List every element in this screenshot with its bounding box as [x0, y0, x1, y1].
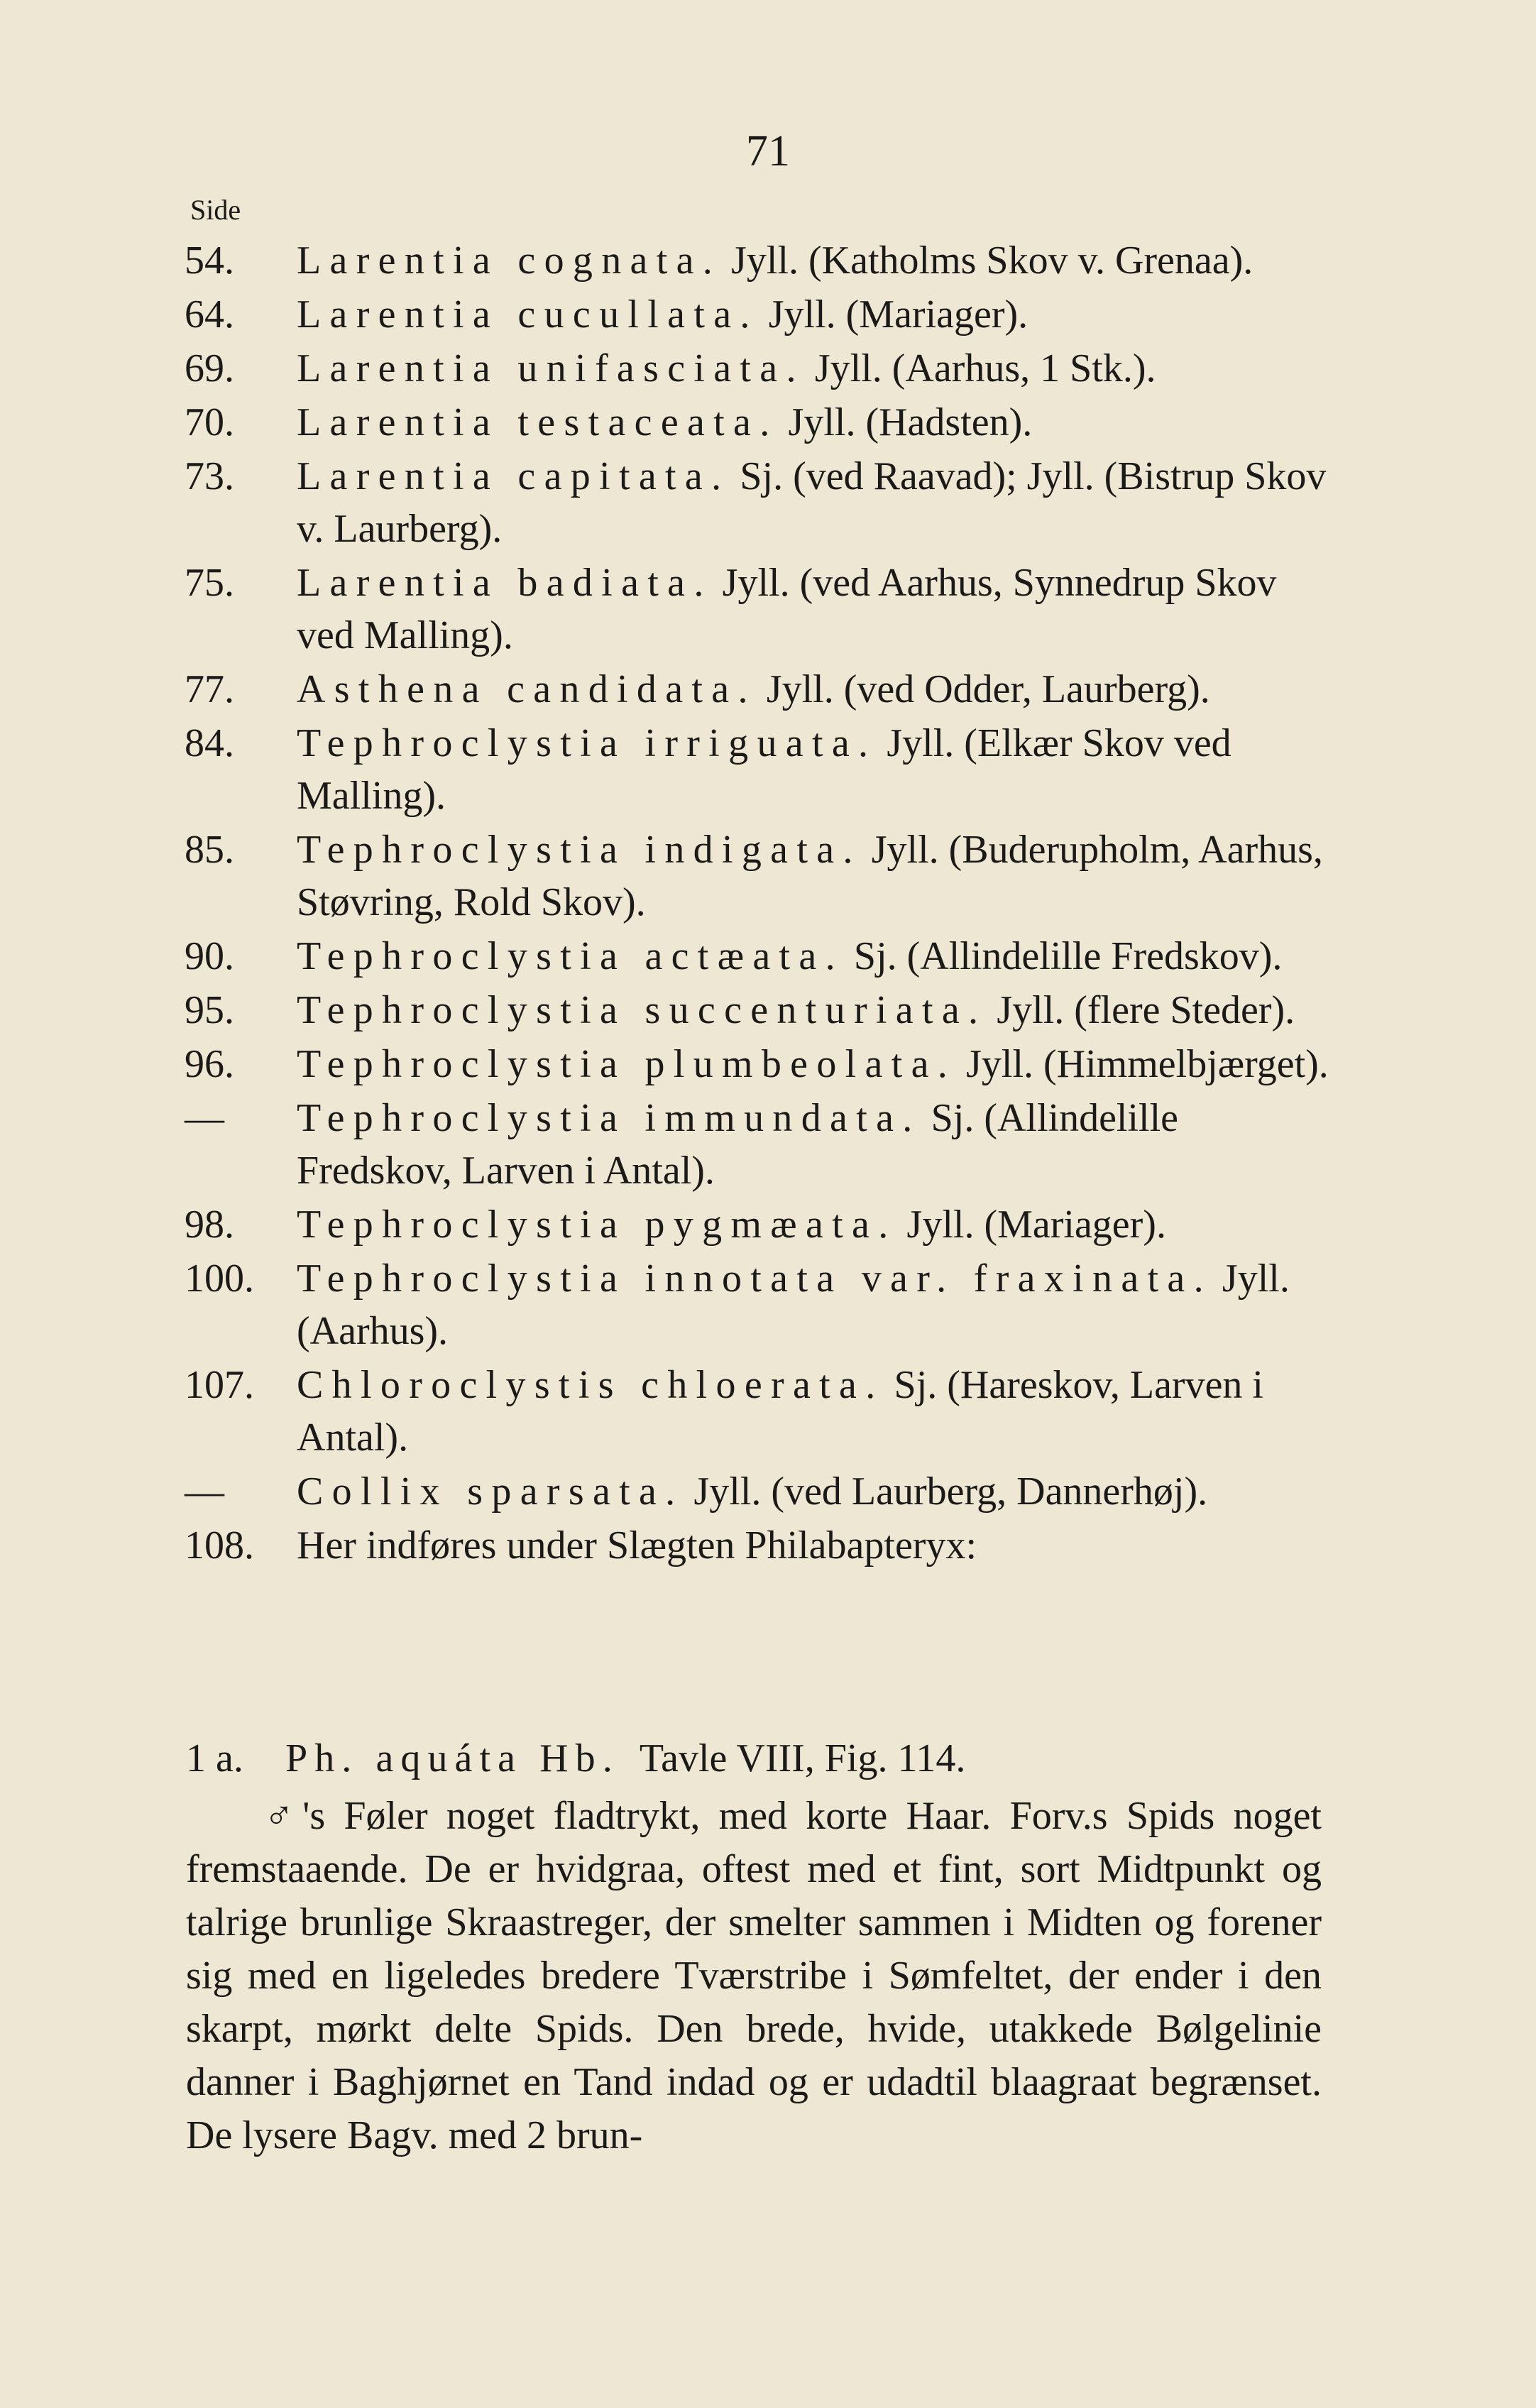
reference-species-name: Ph. aquáta Hb.: [285, 1736, 620, 1780]
list-item: [185, 1252, 1334, 1357]
list-item: [185, 557, 1334, 662]
species-name: Tephroclystia indigata.: [297, 828, 862, 872]
entry-locality: Jyll. (ved Odder, Laurberg).: [766, 667, 1210, 711]
entry-number: 73.: [185, 454, 234, 498]
entry-locality: Jyll. (ved Aarhus, Synnedrup Skov ved Malling).: [297, 561, 1277, 657]
list-item: [185, 234, 1334, 287]
entry-locality: Jyll. (Hadsten).: [788, 400, 1033, 444]
entry-locality: Sj. (Allindelille Fredskov).: [853, 934, 1283, 978]
species-name: Larentia testaceata.: [297, 400, 779, 444]
entry-locality: Jyll. (Aarhus, 1 Stk.).: [814, 346, 1156, 390]
entry-number: 108.: [185, 1523, 254, 1567]
species-name: Larentia cucullata.: [297, 292, 759, 336]
list-item: [185, 984, 1334, 1036]
list-item: [185, 1359, 1334, 1464]
entry-number: —: [185, 1096, 224, 1140]
entry-number: 70.: [185, 400, 234, 444]
entry-locality: Her indføres under Slægten Philabapteryx:: [297, 1523, 977, 1567]
entry-locality: Sj. (ved Raavad); Jyll. (Bistrup Skov v. Laurberg).: [297, 454, 1327, 551]
page-number: 71: [746, 127, 790, 175]
entry-locality: Jyll. (Himmelbjærget).: [966, 1042, 1329, 1086]
species-name: Tephroclystia immundata.: [297, 1096, 921, 1140]
entry-locality: Sj. (Allindelille Fredskov, Larven i Antal).: [297, 1096, 1179, 1193]
species-reference: [186, 1732, 1322, 1785]
entry-locality: Jyll. (flere Steder).: [997, 988, 1295, 1032]
reference-number: 1 a.: [186, 1736, 243, 1780]
entry-number: 64.: [185, 292, 234, 336]
list-item: [185, 1198, 1334, 1251]
entry-locality: Jyll. (Mariager).: [768, 292, 1028, 336]
species-name: Tephroclystia actæata.: [297, 934, 844, 978]
entry-number: 69.: [185, 346, 234, 390]
list-item: [185, 663, 1334, 716]
species-name: Tephroclystia succenturiata.: [297, 988, 987, 1032]
list-item: [185, 823, 1334, 929]
list-item: [185, 342, 1334, 395]
list-item: [185, 1465, 1334, 1518]
entry-number: 100.: [185, 1257, 254, 1301]
entry-number: 77.: [185, 667, 234, 711]
list-item: [185, 930, 1334, 983]
species-name: Larentia cognata.: [297, 239, 722, 283]
reference-plate: Tavle VIII, Fig. 114.: [639, 1736, 966, 1780]
species-name: Tephroclystia innotata var. fraxinata.: [297, 1257, 1212, 1301]
species-name: Larentia badiata.: [297, 561, 713, 605]
entry-locality: Jyll. (Elkær Skov ved Malling).: [297, 721, 1231, 818]
species-list: [185, 234, 1334, 1573]
entry-locality: Jyll. (Aarhus).: [297, 1257, 1290, 1353]
species-name: Tephroclystia pygmæata.: [297, 1203, 897, 1247]
list-item: [185, 717, 1334, 822]
entry-locality: Jyll. (Katholms Skov v. Grenaa).: [731, 239, 1254, 283]
entry-locality: Sj. (Hareskov, Larven i Antal).: [297, 1363, 1263, 1460]
entry-locality: Jyll. (Buderupholm, Aarhus, Støvring, Rold Skov).: [297, 828, 1323, 924]
species-name: Chloroclystis chloerata.: [297, 1363, 884, 1407]
species-name: Collix sparsata.: [297, 1470, 684, 1514]
entry-number: 95.: [185, 988, 234, 1032]
description-section: [186, 1732, 1322, 2162]
entry-number: 85.: [185, 828, 234, 872]
entry-number: 96.: [185, 1042, 234, 1086]
species-name: Asthena candidata.: [297, 667, 757, 711]
species-name: Larentia capitata.: [297, 454, 730, 498]
species-name: Tephroclystia irriguata.: [297, 721, 877, 765]
list-item: [185, 1038, 1334, 1090]
entry-number: 75.: [185, 561, 234, 605]
entry-number: —: [185, 1470, 224, 1514]
entry-locality: Jyll. (ved Laurberg, Dannerhøj).: [693, 1470, 1208, 1514]
list-item: [185, 396, 1334, 449]
list-item: [185, 450, 1334, 555]
entry-number: 90.: [185, 934, 234, 978]
entry-number: 84.: [185, 721, 234, 765]
entry-locality: Jyll. (Mariager).: [906, 1203, 1166, 1247]
list-item: [185, 288, 1334, 341]
species-name: Larentia unifasciata.: [297, 346, 805, 390]
entry-number: 107.: [185, 1363, 254, 1407]
entry-number: 54.: [185, 239, 234, 283]
species-name: Tephroclystia plumbeolata.: [297, 1042, 957, 1086]
side-column-label: Side: [190, 194, 241, 226]
list-item: [185, 1519, 1334, 1572]
entry-number: 98.: [185, 1203, 234, 1247]
list-item: [185, 1092, 1334, 1197]
description-paragraph: ♂'s Føler noget fladtrykt, med korte Haar. Forv.s Spids noget fremstaaende. De er hvidgraa, oftest med et fint, sort Midtpunkt og talrige brunlige Skraastreger, der smelter sammen i Midten og forener sig med en ligeledes bredere Tværstribe i Sømfeltet, der ender i den skarpt, mørkt delte Spids. Den brede, hvide, utakkede Bølgelinie danner i Baghjørnet en Tand indad og er udadtil blaagraat begrænset. De lysere Bagv. med 2 brun-: [186, 1794, 1322, 2157]
